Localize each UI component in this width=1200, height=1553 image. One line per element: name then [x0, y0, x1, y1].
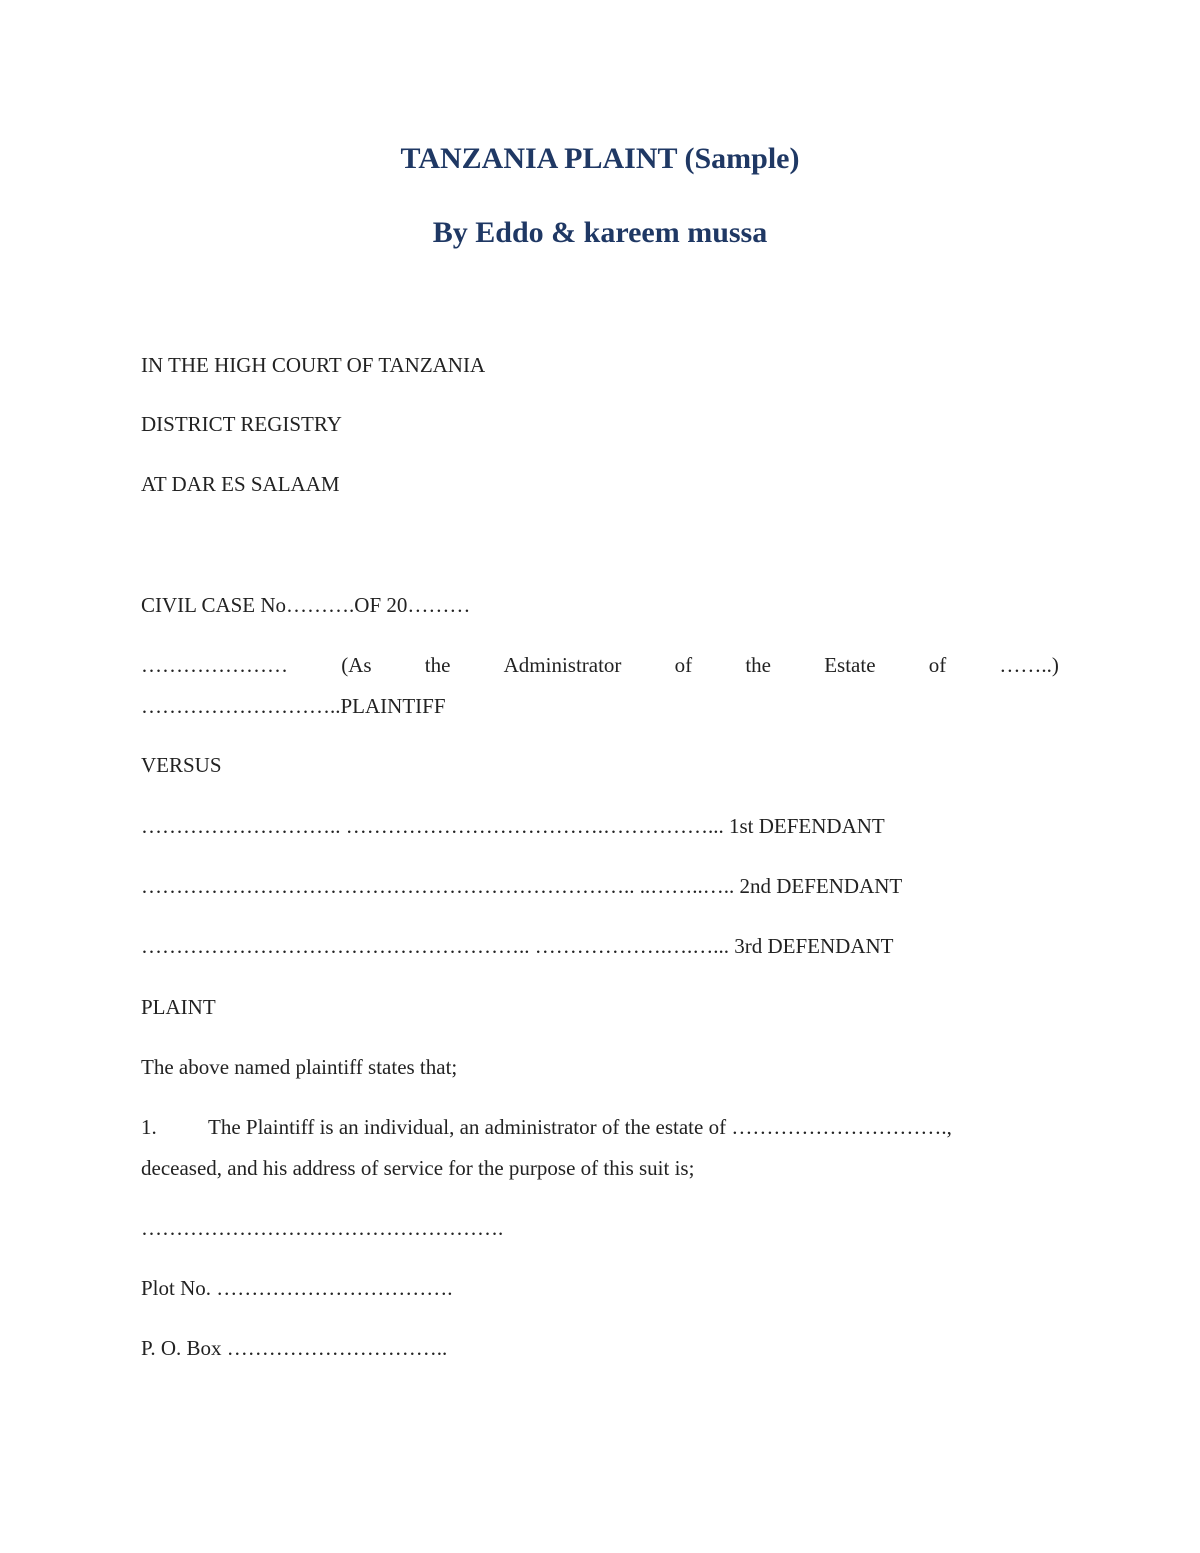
court-location: AT DAR ES SALAAM [141, 472, 340, 496]
registry-name: DISTRICT REGISTRY [141, 412, 342, 436]
defendant-2: …………………………………………………………….. ..……..….. 2nd DEFENDANT [141, 874, 903, 898]
plaint-intro: The above named plaintiff states that; [141, 1055, 458, 1079]
defendant-1: ……………………….. ……………………………….……………... 1st DEFENDANT [141, 814, 885, 838]
plaintiff-word: ……..) [999, 653, 1059, 677]
plaintiff-word: Estate [824, 653, 876, 677]
plaintiff-word: Administrator [503, 653, 622, 677]
case-number: CIVIL CASE No……….OF 20……… [141, 593, 471, 617]
document-title: TANZANIA PLAINT (Sample) [400, 142, 800, 175]
paragraph-number: 1. [141, 1115, 157, 1139]
plaintiff-word: of [928, 653, 947, 677]
plaintiff-label: ………………………..PLAINTIFF [141, 694, 446, 718]
plaintiff-description [141, 652, 1059, 678]
plot-number: Plot No. ……………………………. [141, 1276, 453, 1300]
plaintiff-word: of [674, 653, 693, 677]
plaintiff-word: ………………… [141, 653, 288, 677]
versus-label: VERSUS [141, 753, 222, 777]
paragraph-1-line-1 [141, 1114, 952, 1140]
document-subtitle: By Eddo & kareem mussa [432, 216, 768, 249]
paragraph-text: The Plaintiff is an individual, an administrator of the estate of …………………………., [208, 1115, 952, 1139]
paragraph-1-line-2: deceased, and his address of service for the purpose of this suit is; [141, 1156, 695, 1180]
court-name: IN THE HIGH COURT OF TANZANIA [141, 353, 486, 377]
plaint-heading: PLAINT [141, 995, 216, 1019]
plaintiff-word: the [745, 653, 771, 677]
po-box: P. O. Box ………………………….. [141, 1336, 448, 1360]
plaintiff-word: the [424, 653, 451, 677]
defendant-3: ……………………………………………….. ……………….….…... 3rd DEFENDANT [141, 934, 894, 958]
plaintiff-word: (As [341, 653, 372, 677]
address-blank: ……………………………………………. [141, 1216, 504, 1240]
